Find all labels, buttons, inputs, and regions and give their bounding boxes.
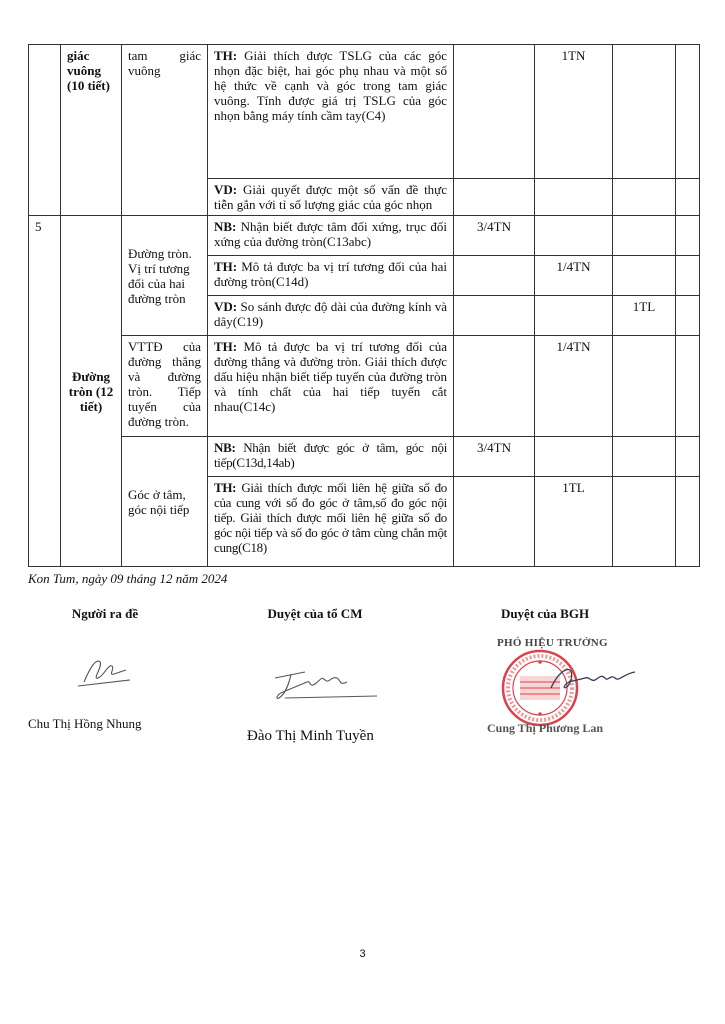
department-approval-heading: Duyệt của tổ CM: [267, 606, 363, 621]
level-vdc-cell: [676, 256, 700, 296]
level-th-cell: 1TN: [535, 45, 613, 179]
level-th-cell: [535, 437, 613, 477]
level-nb-cell: [454, 336, 535, 437]
level-label: NB:: [214, 219, 237, 234]
department-signature-icon: [265, 658, 385, 708]
requirement-cell: [208, 296, 454, 336]
vice-principal-title: PHÓ HIỆU TRƯỞNG: [497, 637, 608, 649]
requirement-cell: [208, 477, 454, 567]
requirement-cell: [208, 179, 454, 216]
table-row: [29, 336, 700, 437]
requirement-text: Mô tả được ba vị trí tương đối của hai đường tròn(C14d): [214, 259, 447, 289]
requirement-cell: [208, 256, 454, 296]
requirement-text: Giải thích được TSLG của các góc nhọn đặc biệt, hai góc phụ nhau và một số hệ thức về cạnh và góc trong tam giác vuông. Tính được giá trị TSLG của góc nhọn bằng máy tính cầm tay(C4): [214, 48, 448, 123]
level-nb-cell: 3/4TN: [454, 216, 535, 256]
level-vd-cell: [613, 179, 676, 216]
table-row: [29, 437, 700, 477]
level-vd-cell: [613, 216, 676, 256]
level-th-cell: 1/4TN: [535, 336, 613, 437]
level-vd-cell: 1TL: [613, 296, 676, 336]
level-label: NB:: [214, 440, 236, 455]
level-vd-cell: [613, 437, 676, 477]
author-name: Chu Thị Hồng Nhung: [28, 716, 142, 731]
row-number-cell: 5: [29, 216, 61, 567]
level-vdc-cell: [676, 336, 700, 437]
board-approval-heading: Duyệt của BGH: [500, 606, 590, 621]
author-signature-icon: [70, 648, 140, 693]
unit-cell: VTTĐ của đường thẳng và đường tròn. Tiếp tuyến của đường tròn.: [122, 336, 208, 437]
level-label: TH:: [214, 259, 238, 274]
level-th-cell: [535, 216, 613, 256]
requirement-cell: [208, 45, 454, 179]
topic-cell: Đường tròn (12 tiết): [61, 216, 122, 567]
level-th-cell: [535, 296, 613, 336]
level-vd-cell: [613, 336, 676, 437]
level-nb-cell: [454, 179, 535, 216]
unit-cell: Đường tròn. Vị trí tương đối của hai đường tròn: [122, 216, 208, 336]
page-number: 3: [359, 948, 366, 960]
level-label: VD:: [214, 299, 238, 314]
level-label: TH:: [214, 48, 238, 63]
level-th-cell: 1/4TN: [535, 256, 613, 296]
table-row: [29, 45, 700, 179]
requirement-text: Nhận biết được góc ở tâm, góc nội tiếp(C13d,14ab): [214, 440, 447, 470]
level-vdc-cell: [676, 216, 700, 256]
requirement-text: Giải thích được mối liên hệ giữa số đo của cung với số đo góc ở tâm,số đo góc nội tiếp. Giải thích được mối liên hệ giữa số đo góc nội tiếp và số đo góc ở tâm cùng chắn một cung(C18): [214, 480, 448, 555]
specification-table: [28, 44, 700, 567]
level-label: TH:: [214, 339, 238, 354]
unit-cell: Góc ở tâm, góc nội tiếp: [122, 437, 208, 567]
row-number-cell: [29, 45, 61, 216]
level-th-cell: [535, 179, 613, 216]
author-heading: Người ra đề: [71, 606, 139, 621]
requirement-text: So sánh được độ dài của đường kính và dây(C19): [214, 299, 448, 329]
level-nb-cell: [454, 477, 535, 567]
board-approver-name: Cung Thị Phương Lan: [487, 721, 604, 735]
requirement-cell: [208, 336, 454, 437]
requirement-text: Nhận biết được tâm đối xứng, trục đối xứng của đường tròn(C13abc): [214, 219, 447, 249]
level-vdc-cell: [676, 437, 700, 477]
board-signature-icon: [545, 658, 645, 698]
level-vdc-cell: [676, 477, 700, 567]
level-nb-cell: [454, 256, 535, 296]
date-line: Kon Tum, ngày 09 tháng 12 năm 2024: [28, 571, 228, 586]
level-vdc-cell: [676, 296, 700, 336]
level-label: VD:: [214, 182, 238, 197]
level-vd-cell: [613, 256, 676, 296]
department-approver-name: Đào Thị Minh Tuyền: [247, 728, 374, 744]
level-nb-cell: [454, 296, 535, 336]
level-vd-cell: [613, 45, 676, 179]
level-nb-cell: [454, 45, 535, 179]
requirement-text: Mô tả được ba vị trí tương đối của đường thẳng và đường tròn. Giải thích được dấu hiệu nhận biết tiếp tuyến của đường tròn và tính chất của hai tiếp tuyến cắt nhau(C14c): [214, 339, 448, 414]
requirement-text: Giải quyết được một số vấn đề thực tiễn gắn với tỉ số lượng giác của góc nhọn: [214, 182, 447, 212]
level-nb-cell: 3/4TN: [454, 437, 535, 477]
unit-cell: tam giác vuông: [122, 45, 208, 216]
level-vdc-cell: [676, 179, 700, 216]
level-vd-cell: [613, 477, 676, 567]
level-th-cell: 1TL: [535, 477, 613, 567]
level-vdc-cell: [676, 45, 700, 179]
level-label: TH:: [214, 480, 237, 495]
requirement-cell: [208, 216, 454, 256]
table-row: [29, 216, 700, 256]
topic-cell: giác vuông (10 tiết): [61, 45, 122, 216]
requirement-cell: [208, 437, 454, 477]
